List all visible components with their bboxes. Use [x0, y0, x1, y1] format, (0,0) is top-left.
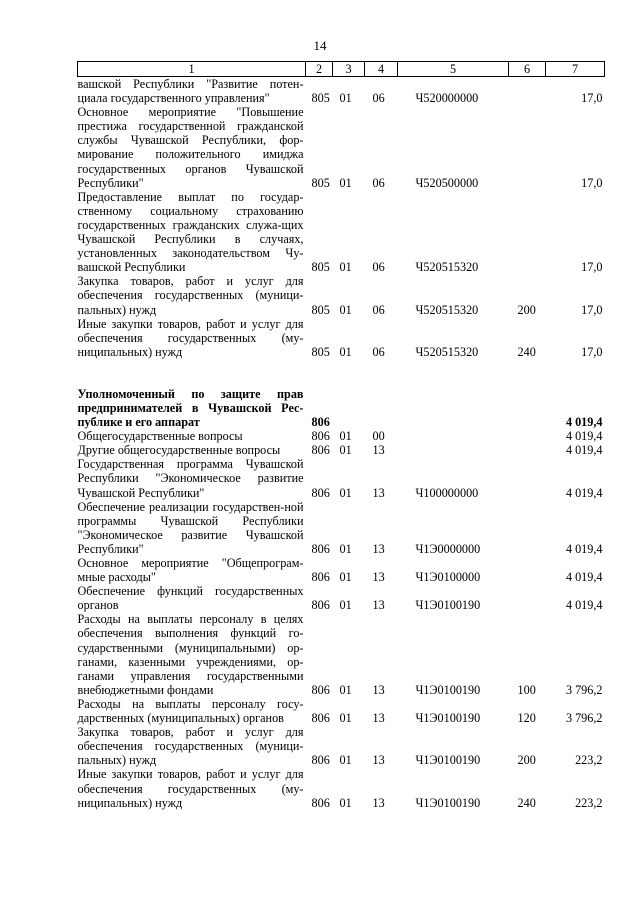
row-target-article-cell: Ч520500000 [415, 175, 479, 190]
row-name-cell: Расходы на выплаты персоналу в целях обеспечения выполнения функций го-сударственными (муниципальными) ор-ганами, казенными учреждениями, ор-ганами управления государственными внебюджетными фондами [77, 612, 304, 697]
row-name-cell: вашской Республики "Развитие потен-циала государственного управления" [77, 77, 304, 106]
table-row [78, 556, 605, 584]
row-section-cell: 01 [339, 175, 352, 190]
row-admin-code-cell: 806 [311, 711, 330, 726]
row-expense-type-cell [509, 387, 546, 429]
row-target-article-cell: Ч1Э0100190 [415, 795, 481, 810]
row-section-cell [333, 387, 365, 429]
row-admin-code-cell: 806 [311, 541, 330, 556]
column-header-4: 4 [365, 62, 398, 77]
table-header-row [78, 62, 605, 77]
row-amount-cell: 17,0 [581, 302, 603, 317]
row-expense-type-cell [509, 190, 546, 275]
row-target-article-cell: Ч1Э0100190 [415, 753, 481, 768]
row-subsection-cell: 06 [372, 260, 385, 275]
table-row [78, 697, 605, 725]
row-section-cell: 01 [339, 753, 352, 768]
spacer-cell [78, 359, 605, 387]
row-target-article-cell: Ч520515320 [415, 302, 479, 317]
row-name-cell: Обеспечение функций государственных органов [77, 584, 304, 613]
row-target-article-cell: Ч1Э0100190 [415, 598, 481, 613]
row-amount-cell: 17,0 [581, 344, 603, 359]
table-row [78, 77, 605, 106]
row-expense-type-cell [509, 500, 546, 556]
row-name-cell: Закупка товаров, работ и услуг для обеспечения государственных (муници-пальных) нужд [77, 274, 304, 317]
row-expense-type-cell [509, 457, 546, 499]
row-amount-cell: 17,0 [581, 175, 603, 190]
row-section-cell: 01 [339, 91, 352, 106]
row-subsection-cell: 06 [372, 175, 385, 190]
row-name-cell: Другие общегосударственные вопросы [77, 443, 281, 458]
row-section-cell: 01 [339, 711, 352, 726]
row-target-article-cell: Ч520515320 [415, 260, 479, 275]
table-row [78, 274, 605, 316]
row-subsection-cell: 13 [372, 682, 385, 697]
table-row [78, 457, 605, 499]
row-amount-cell: 4 019,4 [565, 541, 603, 556]
row-target-article-cell [398, 443, 509, 457]
row-admin-code-cell: 805 [311, 91, 330, 106]
row-name-cell: Основное мероприятие "Повышение престижа государственной гражданской службы Чувашской Республики, фор-мирование положительного имиджа государственных органов Чувашской Республики" [77, 105, 304, 190]
row-target-article-cell [398, 429, 509, 443]
row-admin-code-cell: 806 [311, 570, 330, 585]
row-expense-type-cell: 240 [517, 795, 536, 810]
row-subsection-cell: 13 [372, 711, 385, 726]
row-expense-type-cell [509, 429, 546, 443]
row-amount-cell: 4 019,4 [565, 598, 603, 613]
row-admin-code-cell: 806 [311, 753, 330, 768]
table-row [78, 612, 605, 697]
row-expense-type-cell: 200 [517, 302, 536, 317]
row-admin-code-cell: 805 [311, 344, 330, 359]
row-section-cell: 01 [339, 344, 352, 359]
row-subsection-cell: 13 [372, 443, 385, 458]
row-section-cell: 01 [339, 485, 352, 500]
row-admin-code-cell: 805 [311, 302, 330, 317]
row-section-cell: 01 [339, 795, 352, 810]
row-amount-cell: 4 019,4 [565, 485, 603, 500]
row-admin-code-cell: 806 [311, 415, 330, 430]
row-name-cell: Уполномоченный по защите прав предпринимателей в Чувашской Рес-публике и его аппарат [77, 386, 304, 430]
row-amount-cell: 4 019,4 [565, 415, 603, 430]
row-target-article-cell: Ч1Э0100000 [415, 570, 481, 585]
row-target-article-cell: Ч520515320 [415, 344, 479, 359]
row-name-cell: Государственная программа Чувашской Республики "Экономическое развитие Чувашской Республики" [77, 457, 304, 500]
row-section-cell: 01 [339, 570, 352, 585]
row-admin-code-cell: 806 [311, 443, 330, 458]
row-expense-type-cell: 120 [517, 711, 536, 726]
row-expense-type-cell: 100 [517, 682, 536, 697]
budget-table [77, 61, 605, 810]
row-section-cell: 01 [339, 598, 352, 613]
row-admin-code-cell: 806 [311, 598, 330, 613]
row-subsection-cell: 13 [372, 570, 385, 585]
row-subsection-cell: 13 [372, 541, 385, 556]
table-row [78, 317, 605, 359]
row-target-article-cell: Ч1Э0100190 [415, 711, 481, 726]
row-name-cell: Иные закупки товаров, работ и услуг для обеспечения государственных (му-ниципальных) нужд [77, 767, 304, 810]
row-target-article-cell [398, 387, 509, 429]
row-name-cell: Закупка товаров, работ и услуг для обеспечения государственных (муници-пальных) нужд [77, 725, 304, 768]
table-row-section-heading [78, 387, 605, 429]
row-name-cell: Иные закупки товаров, работ и услуг для обеспечения государственных (му-ниципальных) нужд [77, 316, 304, 359]
row-admin-code-cell: 806 [311, 429, 330, 444]
column-header-5: 5 [398, 62, 509, 77]
row-subsection-cell [365, 387, 398, 429]
table-row [78, 105, 605, 190]
row-amount-cell: 3 796,2 [565, 711, 603, 726]
row-subsection-cell: 13 [372, 485, 385, 500]
table-row [78, 443, 605, 457]
row-section-cell: 01 [339, 429, 352, 444]
table-row [78, 190, 605, 275]
row-admin-code-cell: 805 [311, 260, 330, 275]
row-amount-cell: 4 019,4 [565, 570, 603, 585]
row-subsection-cell: 13 [372, 795, 385, 810]
row-section-cell: 01 [339, 443, 352, 458]
row-target-article-cell: Ч1Э0000000 [415, 541, 481, 556]
row-target-article-cell: Ч100000000 [415, 485, 479, 500]
row-admin-code-cell: 805 [311, 175, 330, 190]
row-amount-cell: 17,0 [581, 91, 603, 106]
column-header-7: 7 [546, 62, 605, 77]
row-expense-type-cell [509, 443, 546, 457]
row-subsection-cell: 06 [372, 302, 385, 317]
column-header-6: 6 [509, 62, 546, 77]
row-subsection-cell: 13 [372, 753, 385, 768]
row-name-cell: Общегосударственные вопросы [77, 429, 243, 444]
row-subsection-cell: 06 [372, 344, 385, 359]
column-header-3: 3 [333, 62, 365, 77]
row-name-cell: Предоставление выплат по государ-ственному социальному страхованию государственных гражданских служа-щих Чувашской Республики в случаях, установленных законодательством Чу-вашской Республики [77, 189, 304, 275]
row-name-cell: Обеспечение реализации государствен-ной программы Чувашской Республики "Экономическое развитие Чувашской Республики" [77, 499, 304, 556]
table-row [78, 584, 605, 612]
table-row [78, 725, 605, 767]
row-amount-cell: 223,2 [575, 795, 603, 810]
row-admin-code-cell: 806 [311, 485, 330, 500]
row-amount-cell: 17,0 [581, 260, 603, 275]
column-header-2: 2 [306, 62, 333, 77]
row-amount-cell: 4 019,4 [565, 429, 603, 444]
row-name-cell: Основное мероприятие "Общепрограм-мные расходы" [77, 556, 304, 585]
row-expense-type-cell [509, 584, 546, 612]
row-subsection-cell: 13 [372, 598, 385, 613]
row-section-cell: 01 [339, 302, 352, 317]
table-row [78, 500, 605, 556]
row-admin-code-cell: 806 [311, 795, 330, 810]
row-target-article-cell: Ч1Э0100190 [415, 682, 481, 697]
row-section-cell: 01 [339, 260, 352, 275]
table-body [78, 77, 605, 810]
row-name-cell: Расходы на выплаты персоналу госу-дарственных (муниципальных) органов [77, 696, 304, 726]
row-amount-cell: 223,2 [575, 753, 603, 768]
row-subsection-cell: 00 [372, 429, 385, 444]
table-row [78, 767, 605, 809]
column-header-1: 1 [78, 62, 306, 77]
row-subsection-cell: 06 [372, 91, 385, 106]
row-expense-type-cell: 240 [517, 344, 536, 359]
page-number: 14 [313, 38, 327, 53]
row-expense-type-cell [509, 105, 546, 190]
row-expense-type-cell: 200 [517, 753, 536, 768]
row-amount-cell: 3 796,2 [565, 682, 603, 697]
row-expense-type-cell [509, 77, 546, 106]
table-row [78, 429, 605, 443]
row-target-article-cell: Ч520000000 [415, 91, 479, 106]
spacer-row [78, 359, 605, 387]
row-amount-cell: 4 019,4 [565, 443, 603, 458]
row-section-cell: 01 [339, 541, 352, 556]
row-expense-type-cell [509, 556, 546, 584]
row-admin-code-cell: 806 [311, 682, 330, 697]
row-section-cell: 01 [339, 682, 352, 697]
